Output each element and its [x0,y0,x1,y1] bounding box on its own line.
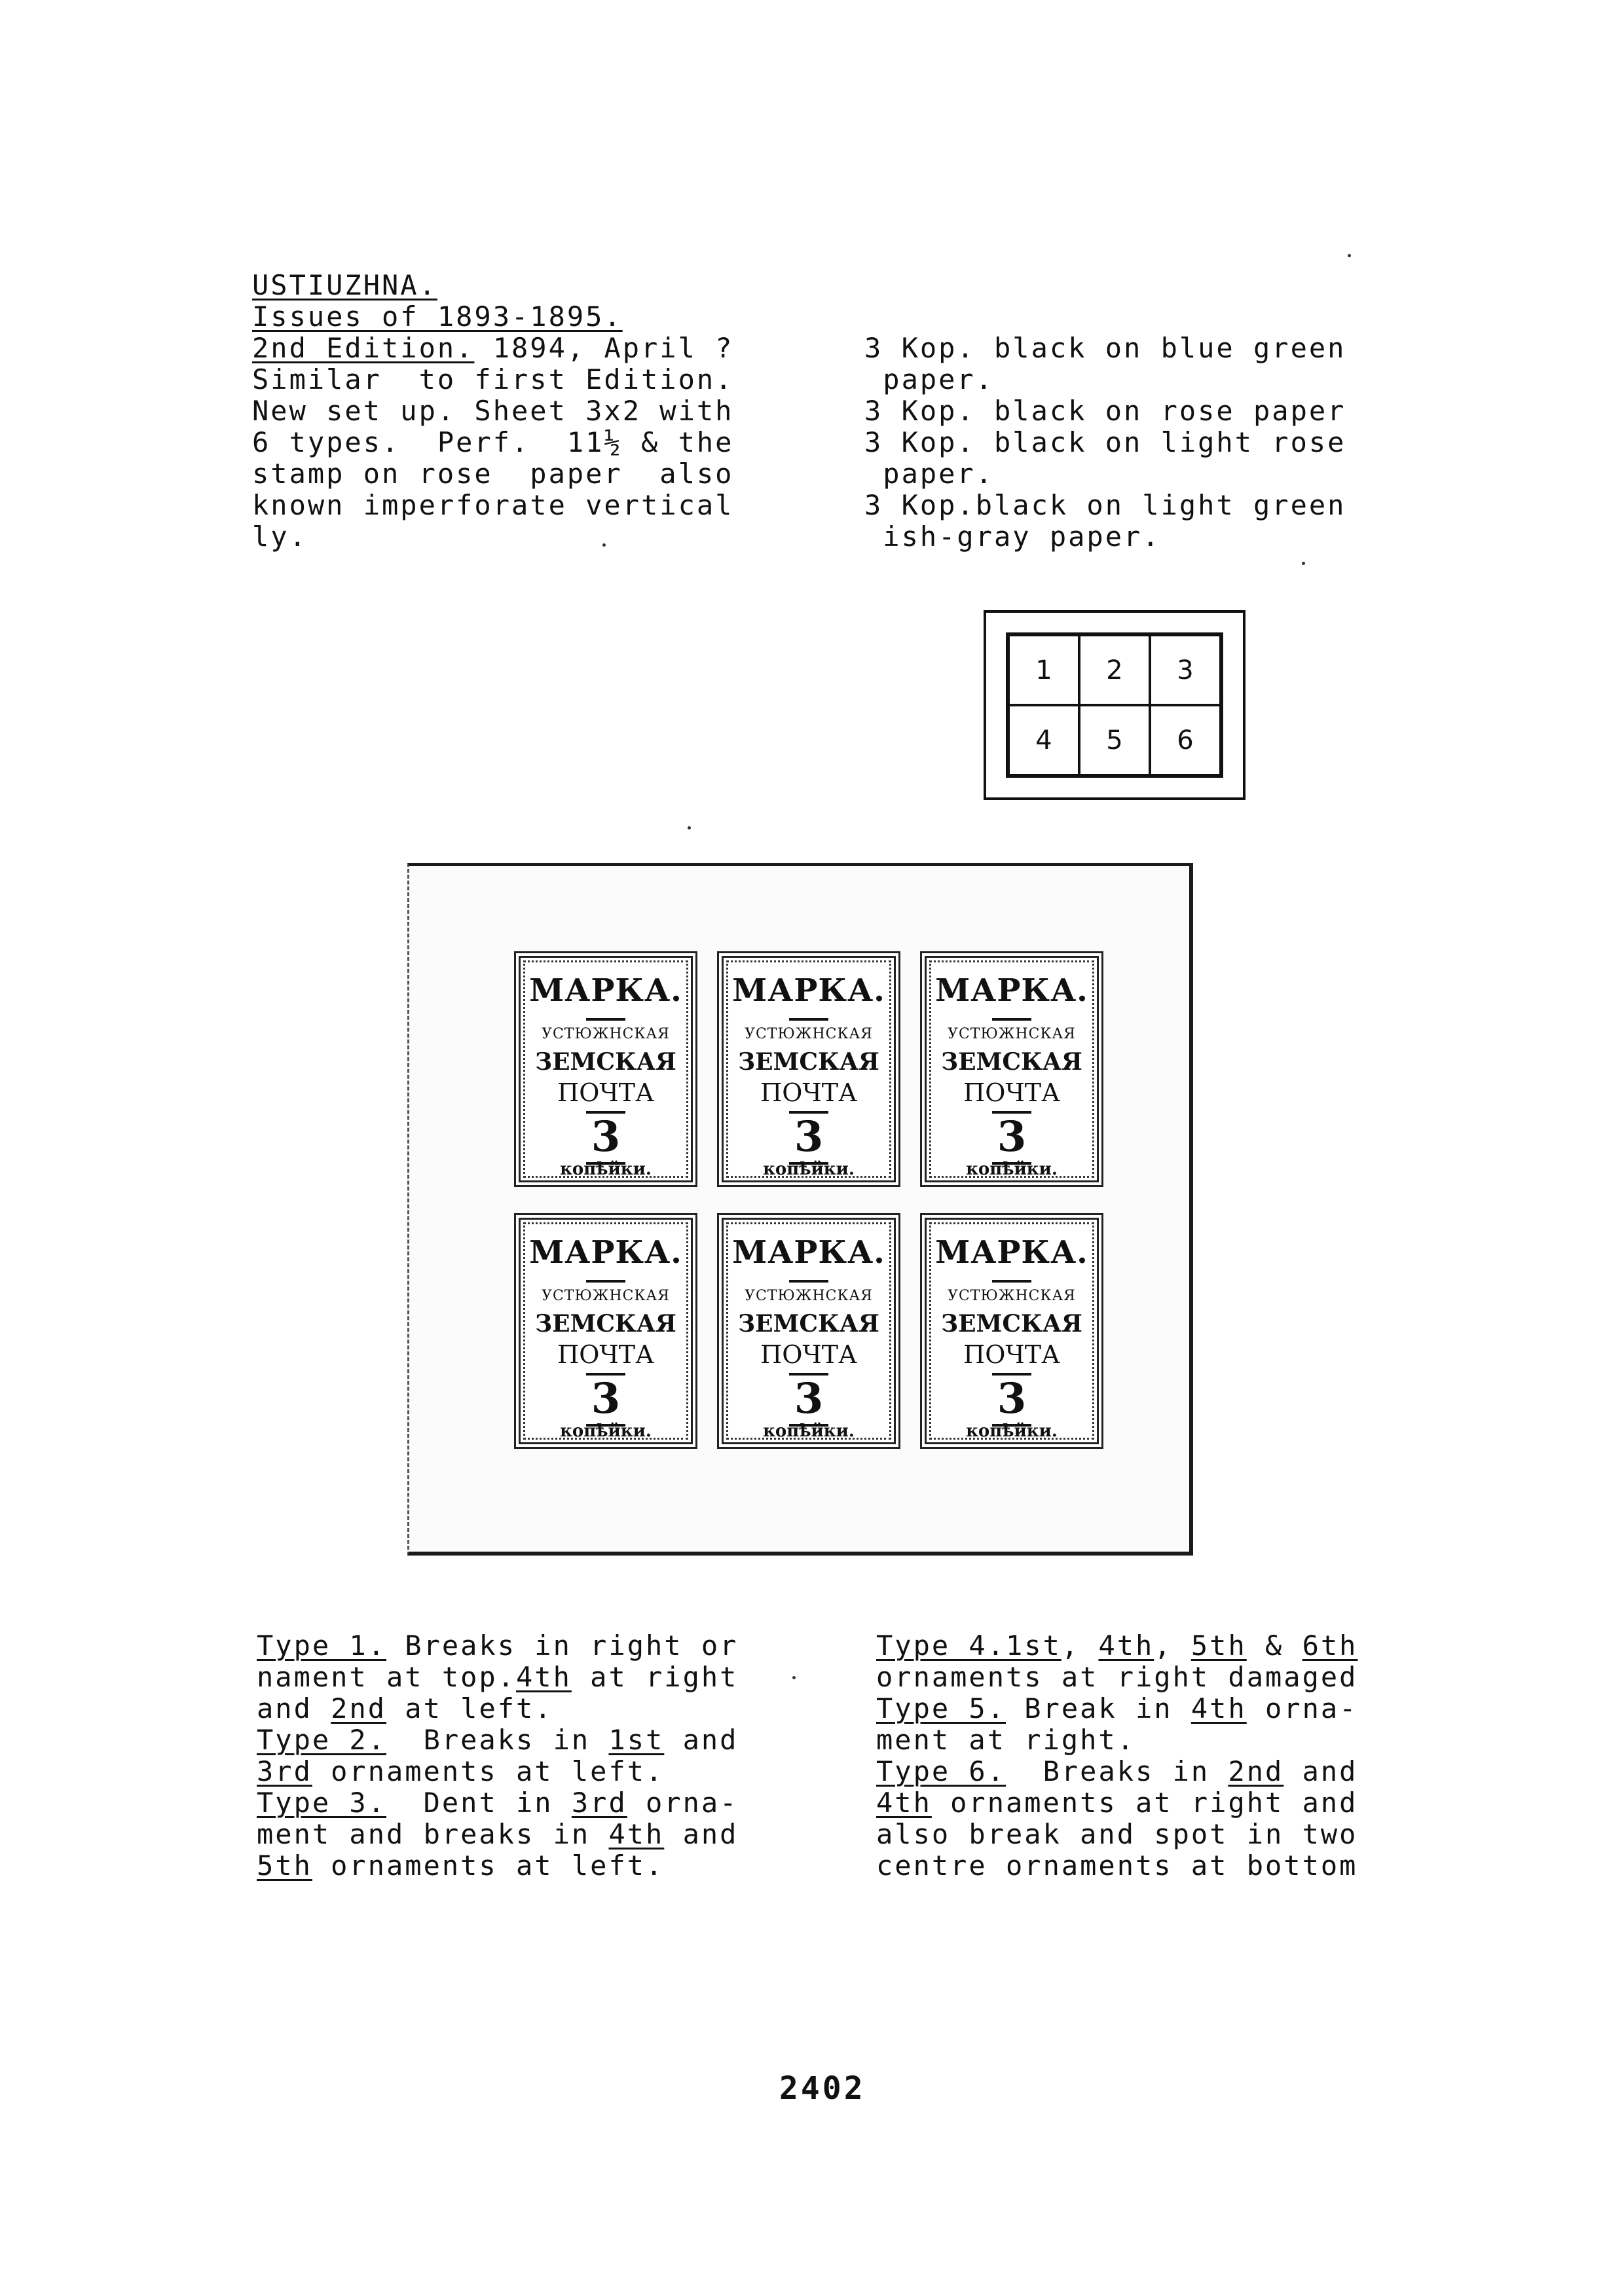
ordinal: 4th [608,1818,665,1850]
stamp-rule [992,1018,1031,1021]
scan-speck [792,1676,796,1679]
description-line: Similar to first Edition. [252,363,734,395]
scan-speck [1302,562,1305,565]
stamp-type-2 [717,951,900,1187]
ordinal: 4th [876,1787,932,1819]
stamp-marka: МАРКА. [935,1234,1088,1271]
paper-varieties [864,333,1401,553]
scan-speck [688,826,691,829]
note-text: Breaks in [386,1724,609,1756]
type-notes-left [257,1630,800,1882]
issues-heading: Issues of 1893-1895. [252,301,623,333]
variety-line: ish-gray paper. [864,520,1161,553]
stamp-value: 3 [591,1374,621,1423]
stamp-unit: копѣйки. [763,1421,855,1441]
issue-description [252,270,750,553]
note-text: Dent in [386,1787,572,1819]
note-text: ornaments at left. [312,1755,665,1787]
ordinal: 3rd [571,1787,627,1819]
edition-label: 2nd Edition. [252,332,475,364]
stamp-pochta: ПОЧТА [557,1340,654,1369]
layout-grid [1006,632,1223,778]
stamp-ustyuzhna: УСТЮЖНСКАЯ [542,1288,670,1304]
type-6-label: Type 6. [876,1755,1006,1787]
stamp-pochta: ПОЧТА [557,1078,654,1107]
note-text: and [1283,1755,1358,1787]
layout-cell-6: 6 [1150,705,1221,775]
description-line: 6 types. Perf. 11½ & the [252,426,734,458]
stamp-zemskaya: ЗЕМСКАЯ [535,1048,676,1076]
ordinal: 1st [608,1724,665,1756]
note-text: orna- [1246,1692,1358,1724]
scan-speck [1348,254,1351,257]
note-text: , [1154,1630,1191,1662]
type-5-label: Type 5. [876,1692,1006,1724]
stamp-type-5 [717,1213,900,1449]
scan-speck [602,543,606,547]
stamp-pochta: ПОЧТА [963,1078,1060,1107]
stamp-sheet-image [407,863,1193,1556]
stamp-ustyuzhna: УСТЮЖНСКАЯ [745,1026,873,1042]
type-4-label: Type 4. [876,1630,1006,1662]
ordinal: 4th [516,1661,572,1693]
stamp-zemskaya: ЗЕМСКАЯ [738,1310,879,1338]
stamp-type-4 [514,1213,697,1449]
stamp-pochta: ПОЧТА [760,1340,857,1369]
page-number: 2402 [779,2070,866,2107]
variety-line: paper. [864,458,995,490]
stamp-pochta: ПОЧТА [760,1078,857,1107]
stamp-rule [789,1018,828,1021]
stamp-type-3 [920,951,1103,1187]
stamp-zemskaya: ЗЕМСКАЯ [941,1048,1082,1076]
stamp-rule [586,1018,625,1021]
note-text: ment at right. [876,1724,1136,1756]
note-text: centre ornaments at bottom [876,1850,1358,1882]
variety-line: 3 Kop.black on light green [864,489,1346,521]
description-line: New set up. Sheet 3x2 with [252,395,734,427]
variety-line: paper. [864,363,995,395]
note-text: & [1246,1630,1302,1662]
type-1-label: Type 1. [257,1630,387,1662]
stamp-rule [992,1280,1031,1283]
stamp-zemskaya: ЗЕМСКАЯ [535,1310,676,1338]
stamp-marka: МАРКА. [732,972,885,1009]
stamp-value: 3 [591,1112,621,1161]
variety-line: 3 Kop. black on blue green [864,332,1346,364]
stamp-unit: копѣйки. [560,1159,652,1179]
layout-cell-2: 2 [1079,635,1150,705]
stamp-ustyuzhna: УСТЮЖНСКАЯ [745,1288,873,1304]
note-text: and [664,1818,739,1850]
stamp-value: 3 [997,1374,1027,1423]
note-text: ornaments at left. [312,1850,665,1882]
type-3-label: Type 3. [257,1787,387,1819]
stamp-marka: МАРКА. [529,972,682,1009]
stamp-zemskaya: ЗЕМСКАЯ [941,1310,1082,1338]
stamp-unit: копѣйки. [560,1421,652,1441]
stamp-grid [514,951,1103,1449]
note-text: Break in [1006,1692,1191,1724]
sheet-layout-diagram [984,610,1246,800]
stamp-value: 3 [794,1112,824,1161]
stamp-pochta: ПОЧТА [963,1340,1060,1369]
stamp-unit: копѣйки. [966,1159,1058,1179]
stamp-zemskaya: ЗЕМСКАЯ [738,1048,879,1076]
stamp-marka: МАРКА. [935,972,1088,1009]
ordinal: 4th [1190,1692,1247,1724]
layout-cell-1: 1 [1008,635,1079,705]
layout-cell-4: 4 [1008,705,1079,775]
stamp-ustyuzhna: УСТЮЖНСКАЯ [948,1026,1076,1042]
note-text: , [1061,1630,1099,1662]
note-text: ornaments at right damaged [876,1661,1358,1693]
ordinal: 2nd [331,1692,387,1724]
ordinal: 5th [1190,1630,1247,1662]
stamp-rule [586,1280,625,1283]
ordinal: 2nd [1228,1755,1284,1787]
note-text: Breaks in [1006,1755,1228,1787]
stamp-unit: копѣйки. [763,1159,855,1179]
layout-cell-5: 5 [1079,705,1150,775]
section-title: USTIUZHNA. [252,269,437,301]
type-notes-right [876,1630,1420,1882]
type-2-label: Type 2. [257,1724,387,1756]
note-text: nament at top. [257,1661,517,1693]
ordinal: 5th [257,1850,312,1882]
note-text: at left. [386,1692,553,1724]
edition-date: 1894, April ? [474,332,734,364]
variety-line: 3 Kop. black on light rose [864,426,1346,458]
description-line: stamp on rose paper also [252,458,734,490]
stamp-marka: МАРКА. [732,1234,885,1271]
note-text: ornaments at right and [931,1787,1358,1819]
note-text: Breaks in right or [386,1630,739,1662]
stamp-unit: копѣйки. [966,1421,1058,1441]
note-text: at right [571,1661,739,1693]
stamp-marka: МАРКА. [529,1234,682,1271]
note-text: and [257,1692,331,1724]
stamp-ustyuzhna: УСТЮЖНСКАЯ [948,1288,1076,1304]
variety-line: 3 Kop. black on rose paper [864,395,1346,427]
note-text: and [664,1724,739,1756]
layout-cell-3: 3 [1150,635,1221,705]
ordinal: 6th [1302,1630,1358,1662]
note-text: ment and breaks in [257,1818,609,1850]
ordinal: 4th [1098,1630,1154,1662]
stamp-value: 3 [794,1374,824,1423]
stamp-rule [789,1280,828,1283]
ordinal: 3rd [257,1755,312,1787]
note-text: also break and spot in two [876,1818,1358,1850]
ordinal: 1st [1006,1630,1061,1662]
stamp-type-6 [920,1213,1103,1449]
stamp-ustyuzhna: УСТЮЖНСКАЯ [542,1026,670,1042]
stamp-type-1 [514,951,697,1187]
description-line: known imperforate vertical [252,489,734,521]
note-text: orna- [627,1787,739,1819]
description-line: ly. [252,520,308,553]
stamp-value: 3 [997,1112,1027,1161]
